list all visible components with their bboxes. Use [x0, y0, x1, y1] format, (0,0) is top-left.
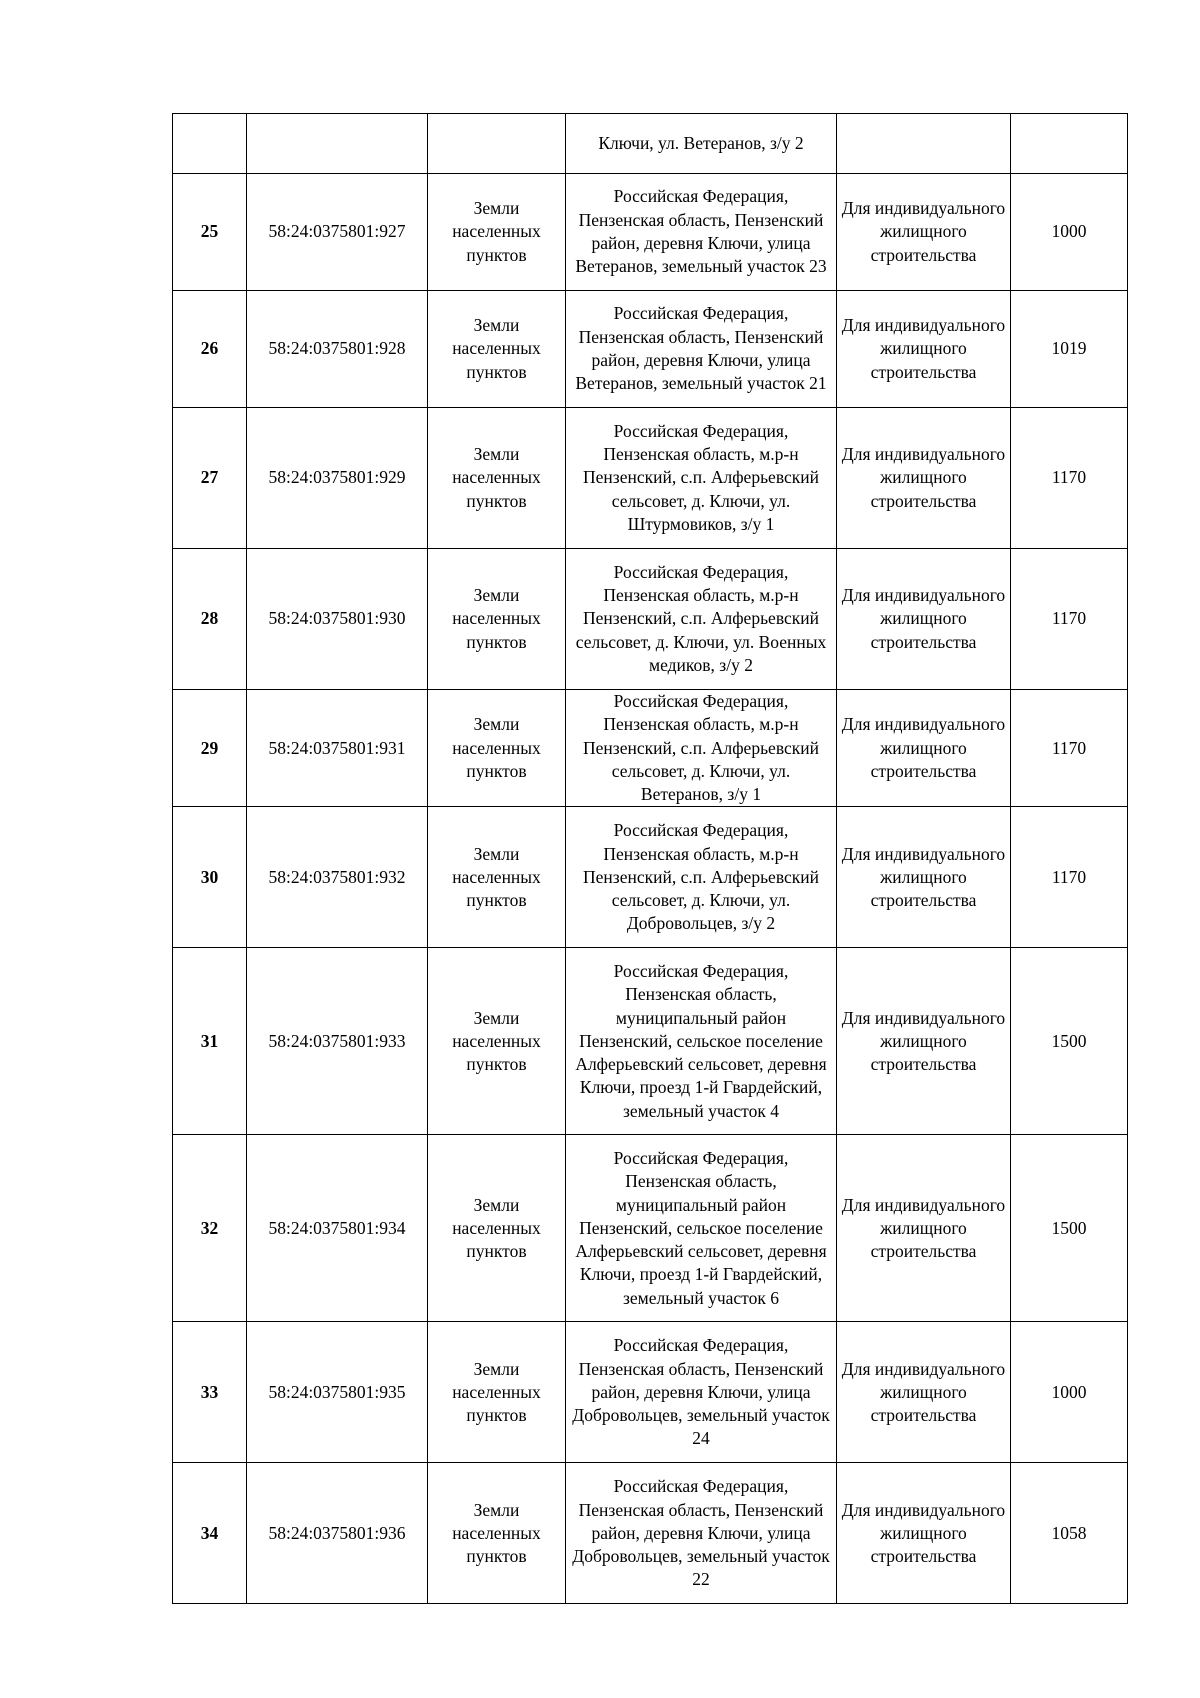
table-row [173, 948, 1128, 1135]
area-cell: 1019 [1011, 291, 1128, 408]
land-category-cell: Земли населенных пунктов [428, 1463, 566, 1604]
cadastral-number-cell: 58:24:0375801:931 [247, 690, 428, 807]
land-category-cell: Земли населенных пунктов [428, 1135, 566, 1322]
area-cell: 1000 [1011, 174, 1128, 291]
land-category-cell: Земли населенных пунктов [428, 1322, 566, 1463]
row-number-cell: 33 [173, 1322, 247, 1463]
address-cell: Российская Федерация, Пензенская область, Пензенский район, деревня Ключи, улица Ветеранов, земельный участок 21 [566, 291, 837, 408]
land-category-cell: Земли населенных пунктов [428, 549, 566, 690]
table-body [173, 114, 1128, 1604]
area-cell: 1170 [1011, 807, 1128, 948]
address-cell: Российская Федерация, Пензенская область, Пензенский район, деревня Ключи, улица Добровольцев, земельный участок 24 [566, 1322, 837, 1463]
area-cell: 1170 [1011, 408, 1128, 549]
table-row [173, 1322, 1128, 1463]
land-category-cell: Земли населенных пунктов [428, 174, 566, 291]
table-row [173, 408, 1128, 549]
address-cell: Российская Федерация, Пензенская область, м.р-н Пензенский, с.п. Алферьевский сельсовет, д. Ключи, ул. Штурмовиков, з/у 1 [566, 408, 837, 549]
permitted-use-cell: Для индивидуального жилищного строительства [837, 690, 1011, 807]
table-row [173, 690, 1128, 807]
row-number-cell: 25 [173, 174, 247, 291]
cadastral-number-cell: 58:24:0375801:933 [247, 948, 428, 1135]
permitted-use-cell: Для индивидуального жилищного строительства [837, 807, 1011, 948]
table-row [173, 1135, 1128, 1322]
cadastral-number-cell: 58:24:0375801:936 [247, 1463, 428, 1604]
address-cell: Российская Федерация, Пензенская область, Пензенский район, деревня Ключи, улица Добровольцев, земельный участок 22 [566, 1463, 837, 1604]
cadastral-number-cell: 58:24:0375801:927 [247, 174, 428, 291]
address-cell: Российская Федерация, Пензенская область, м.р-н Пензенский, с.п. Алферьевский сельсовет, д. Ключи, ул. Добровольцев, з/у 2 [566, 807, 837, 948]
address-cell: Ключи, ул. Ветеранов, з/у 2 [566, 114, 837, 174]
table-row [173, 1463, 1128, 1604]
area-cell [1011, 114, 1128, 174]
area-cell: 1170 [1011, 690, 1128, 807]
row-number-cell: 32 [173, 1135, 247, 1322]
cadastral-number-cell: 58:24:0375801:935 [247, 1322, 428, 1463]
permitted-use-cell: Для индивидуального жилищного строительства [837, 1463, 1011, 1604]
cadastral-number-cell: 58:24:0375801:929 [247, 408, 428, 549]
address-cell: Российская Федерация, Пензенская область, муниципальный район Пензенский, сельское поселение Алферьевский сельсовет, деревня Ключи, проезд 1-й Гвардейский, земельный участок 6 [566, 1135, 837, 1322]
land-category-cell: Земли населенных пунктов [428, 807, 566, 948]
permitted-use-cell: Для индивидуального жилищного строительства [837, 549, 1011, 690]
address-cell: Российская Федерация, Пензенская область, м.р-н Пензенский, с.п. Алферьевский сельсовет, д. Ключи, ул. Военных медиков, з/у 2 [566, 549, 837, 690]
row-number-cell: 28 [173, 549, 247, 690]
cadastral-number-cell: 58:24:0375801:932 [247, 807, 428, 948]
row-number-cell: 29 [173, 690, 247, 807]
row-number-cell: 30 [173, 807, 247, 948]
land-plots-table [172, 113, 1128, 1604]
area-cell: 1000 [1011, 1322, 1128, 1463]
table-row [173, 807, 1128, 948]
table-row-continued [173, 114, 1128, 174]
row-number-cell: 34 [173, 1463, 247, 1604]
row-number-cell: 31 [173, 948, 247, 1135]
cadastral-number-cell: 58:24:0375801:930 [247, 549, 428, 690]
row-number-cell: 26 [173, 291, 247, 408]
permitted-use-cell: Для индивидуального жилищного строительства [837, 291, 1011, 408]
table-row [173, 291, 1128, 408]
permitted-use-cell: Для индивидуального жилищного строительства [837, 174, 1011, 291]
permitted-use-cell: Для индивидуального жилищного строительства [837, 948, 1011, 1135]
permitted-use-cell: Для индивидуального жилищного строительства [837, 1135, 1011, 1322]
area-cell: 1058 [1011, 1463, 1128, 1604]
cadastral-number-cell [247, 114, 428, 174]
address-cell: Российская Федерация, Пензенская область, муниципальный район Пензенский, сельское поселение Алферьевский сельсовет, деревня Ключи, проезд 1-й Гвардейский, земельный участок 4 [566, 948, 837, 1135]
land-category-cell: Земли населенных пунктов [428, 291, 566, 408]
permitted-use-cell: Для индивидуального жилищного строительства [837, 408, 1011, 549]
land-category-cell: Земли населенных пунктов [428, 408, 566, 549]
address-cell: Российская Федерация, Пензенская область, Пензенский район, деревня Ключи, улица Ветеранов, земельный участок 23 [566, 174, 837, 291]
land-category-cell: Земли населенных пунктов [428, 690, 566, 807]
land-category-cell: Земли населенных пунктов [428, 948, 566, 1135]
row-number-cell [173, 114, 247, 174]
area-cell: 1500 [1011, 1135, 1128, 1322]
land-category-cell [428, 114, 566, 174]
table-row [173, 174, 1128, 291]
permitted-use-cell: Для индивидуального жилищного строительства [837, 1322, 1011, 1463]
cadastral-number-cell: 58:24:0375801:934 [247, 1135, 428, 1322]
area-cell: 1170 [1011, 549, 1128, 690]
table-row [173, 549, 1128, 690]
area-cell: 1500 [1011, 948, 1128, 1135]
address-cell: Российская Федерация, Пензенская область, м.р-н Пензенский, с.п. Алферьевский сельсовет, д. Ключи, ул. Ветеранов, з/у 1 [566, 690, 837, 807]
permitted-use-cell [837, 114, 1011, 174]
row-number-cell: 27 [173, 408, 247, 549]
cadastral-number-cell: 58:24:0375801:928 [247, 291, 428, 408]
